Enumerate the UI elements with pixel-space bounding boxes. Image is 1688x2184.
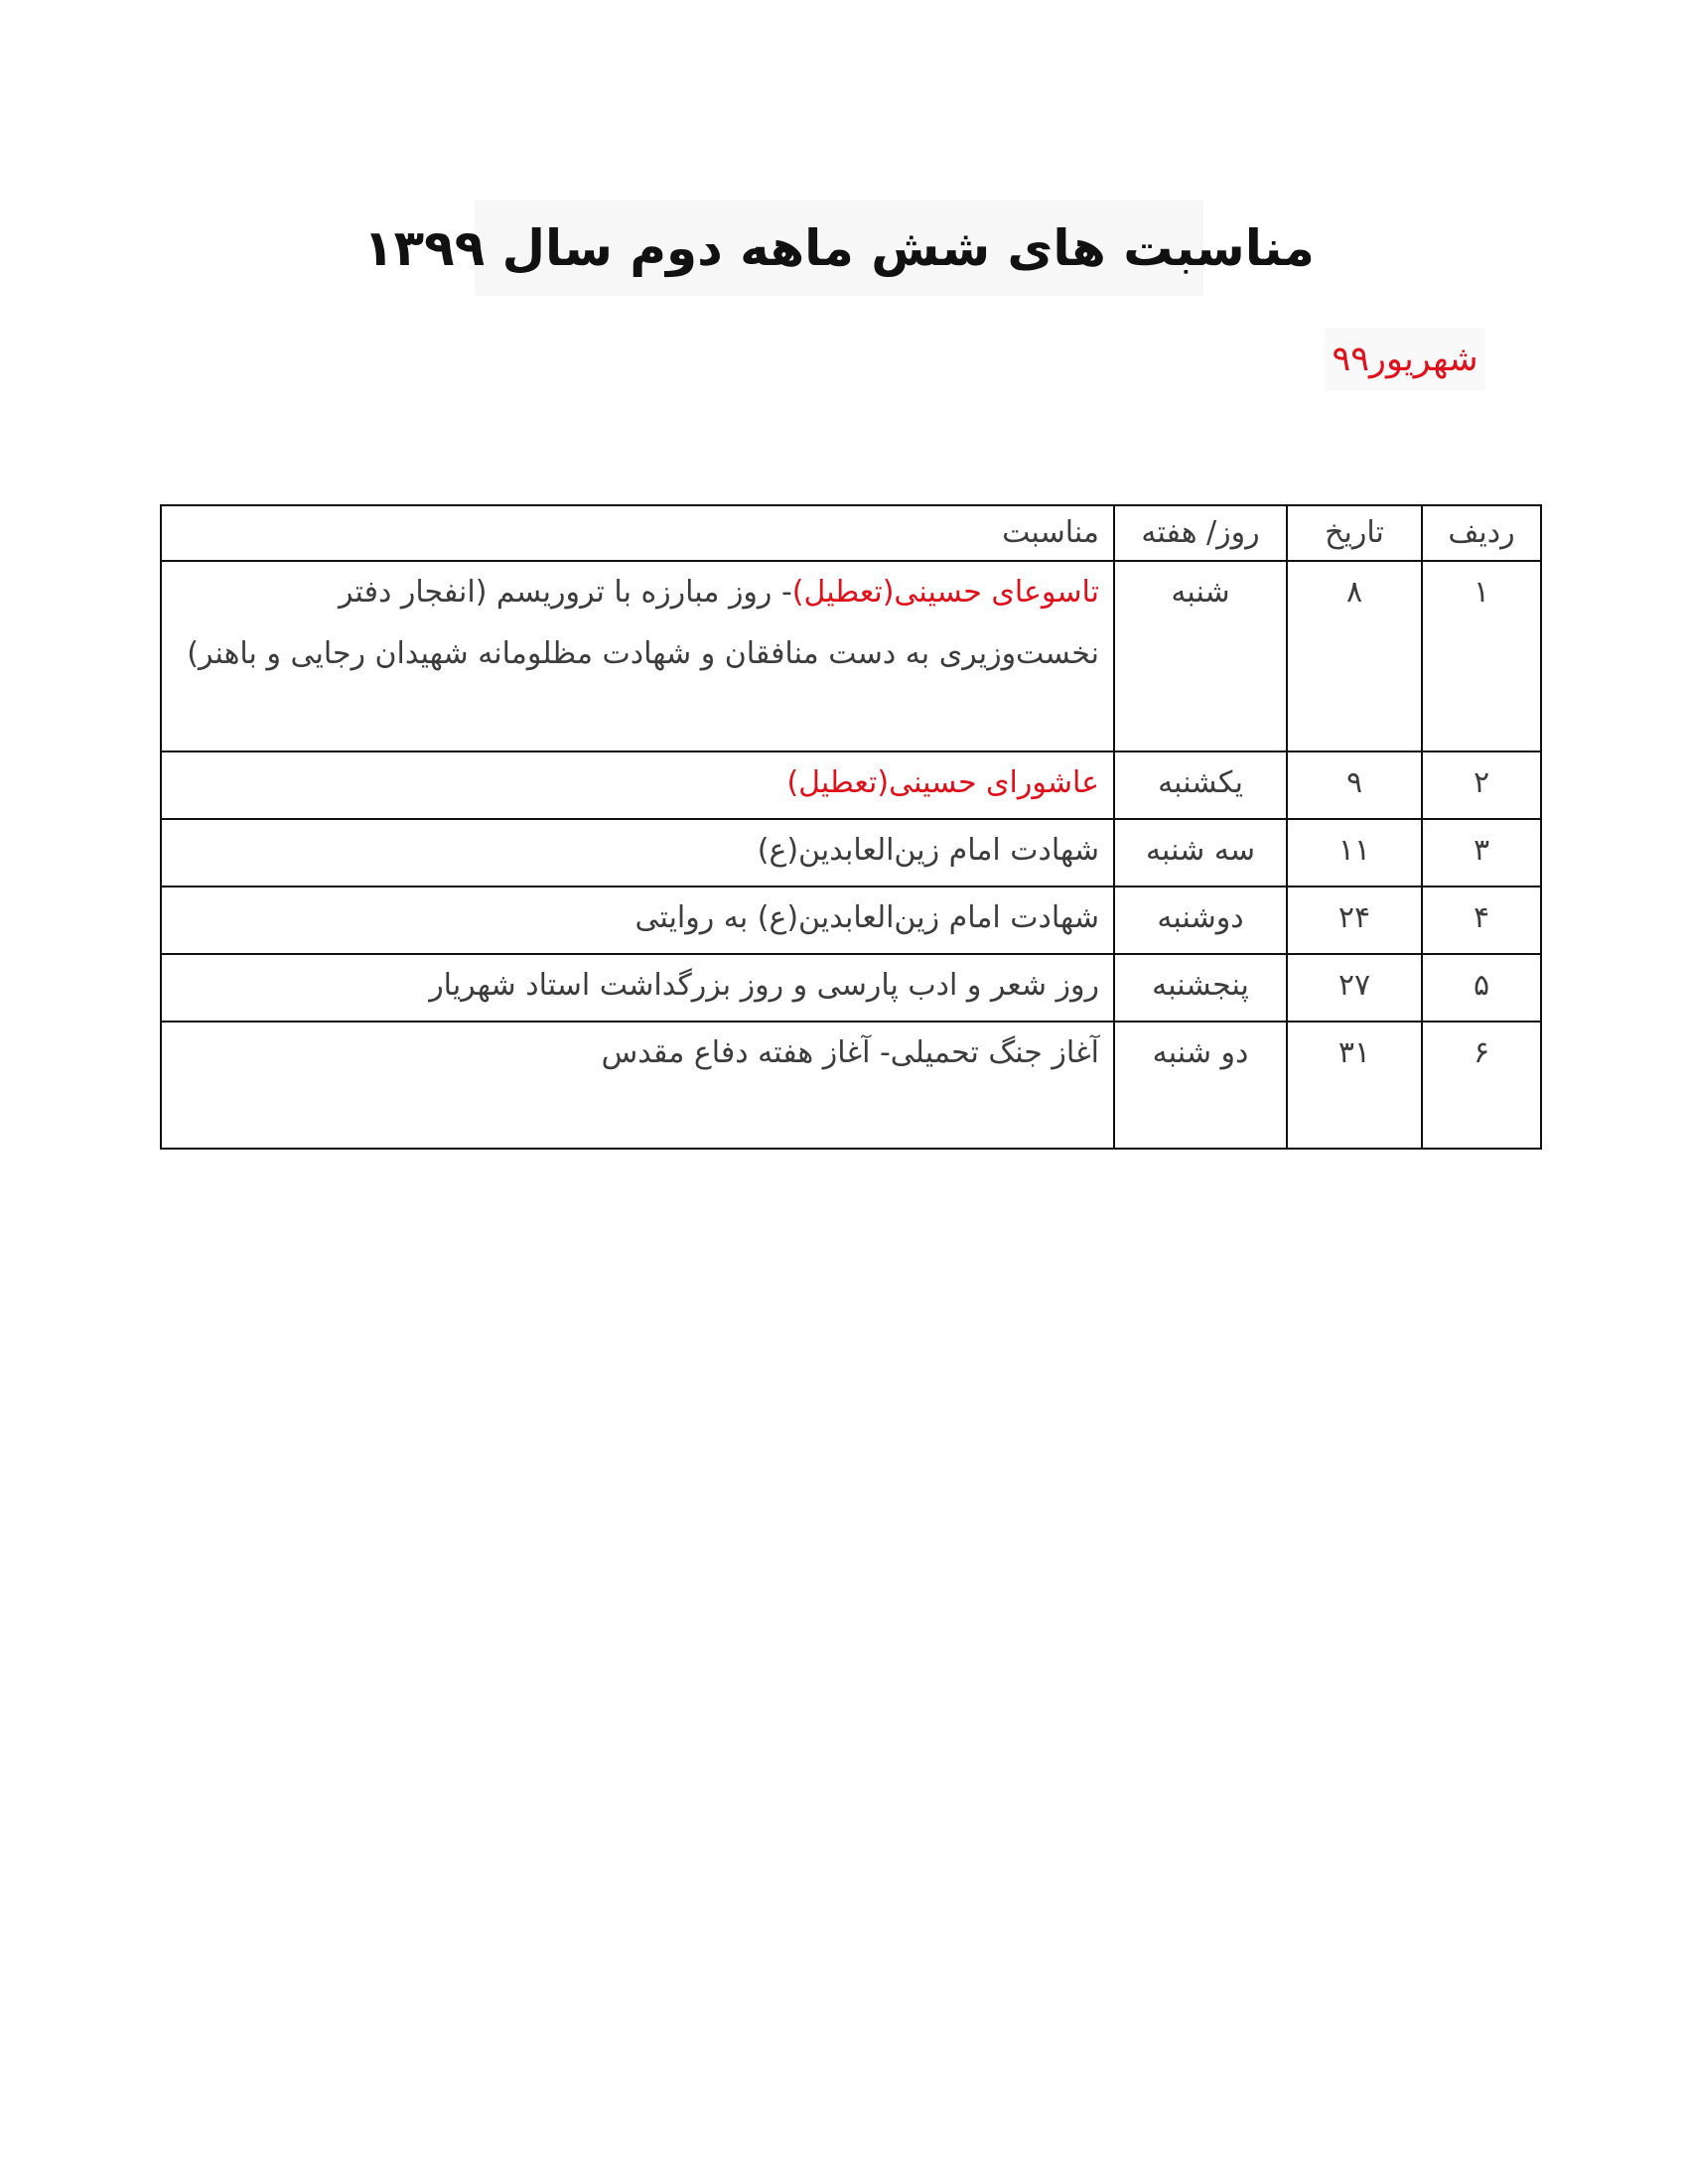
event-text: روز شعر و ادب پارسی و روز بزرگداشت استاد شهریار (429, 968, 1099, 1003)
header-day: روز/ هفته (1114, 505, 1287, 561)
table-row (161, 954, 1541, 1022)
table-row (161, 751, 1541, 819)
table-row (161, 1022, 1541, 1149)
row-day: پنجشنبه (1114, 954, 1287, 1022)
row-date: ۸ (1287, 561, 1422, 751)
table-header-row (161, 505, 1541, 561)
row-day: دو شنبه (1114, 1022, 1287, 1149)
row-event (161, 887, 1114, 954)
row-date: ۱۱ (1287, 819, 1422, 887)
title-box (363, 201, 1315, 296)
header-event: مناسبت (161, 505, 1114, 561)
header-row-number: ردیف (1422, 505, 1541, 561)
row-date: ۳۱ (1287, 1022, 1422, 1149)
event-text: - روز مبارزه با تروریسم (انفجار دفتر نخست‌وزیری به دست منافقان و شهادت مظلومانه شهیدان رجایی و باهنر) (187, 575, 1099, 671)
table-row (161, 561, 1541, 751)
row-number: ۳ (1422, 819, 1541, 887)
row-date: ۹ (1287, 751, 1422, 819)
row-number: ۵ (1422, 954, 1541, 1022)
row-day: یکشنبه (1114, 751, 1287, 819)
event-text: شهادت امام زین‌العابدین(ع) (757, 833, 1099, 868)
row-day: سه شنبه (1114, 819, 1287, 887)
row-event (161, 819, 1114, 887)
row-event (161, 751, 1114, 819)
row-event (161, 1022, 1114, 1149)
event-text: شهادت امام زین‌العابدین(ع) به روایتی (634, 900, 1099, 935)
events-table (160, 504, 1542, 1150)
row-number: ۶ (1422, 1022, 1541, 1149)
event-text: آغاز جنگ تحمیلی- آغاز هفته دفاع مقدس (601, 1035, 1099, 1070)
table-row (161, 819, 1541, 887)
table-row (161, 887, 1541, 954)
row-day: شنبه (1114, 561, 1287, 751)
event-holiday: عاشورای حسینی(تعطیل) (786, 765, 1099, 800)
row-date: ۲۴ (1287, 887, 1422, 954)
page-title: مناسبت های شش ماهه دوم سال ۱۳۹۹ (363, 219, 1315, 277)
row-day: دوشنبه (1114, 887, 1287, 954)
header-date: تاریخ (1287, 505, 1422, 561)
month-label: شهریور۹۹ (1332, 340, 1478, 379)
row-number: ۲ (1422, 751, 1541, 819)
row-number: ۱ (1422, 561, 1541, 751)
row-event (161, 561, 1114, 751)
row-date: ۲۷ (1287, 954, 1422, 1022)
event-holiday: تاسوعای حسینی(تعطیل) (791, 575, 1099, 610)
month-label-box (1325, 328, 1485, 391)
row-event (161, 954, 1114, 1022)
row-number: ۴ (1422, 887, 1541, 954)
